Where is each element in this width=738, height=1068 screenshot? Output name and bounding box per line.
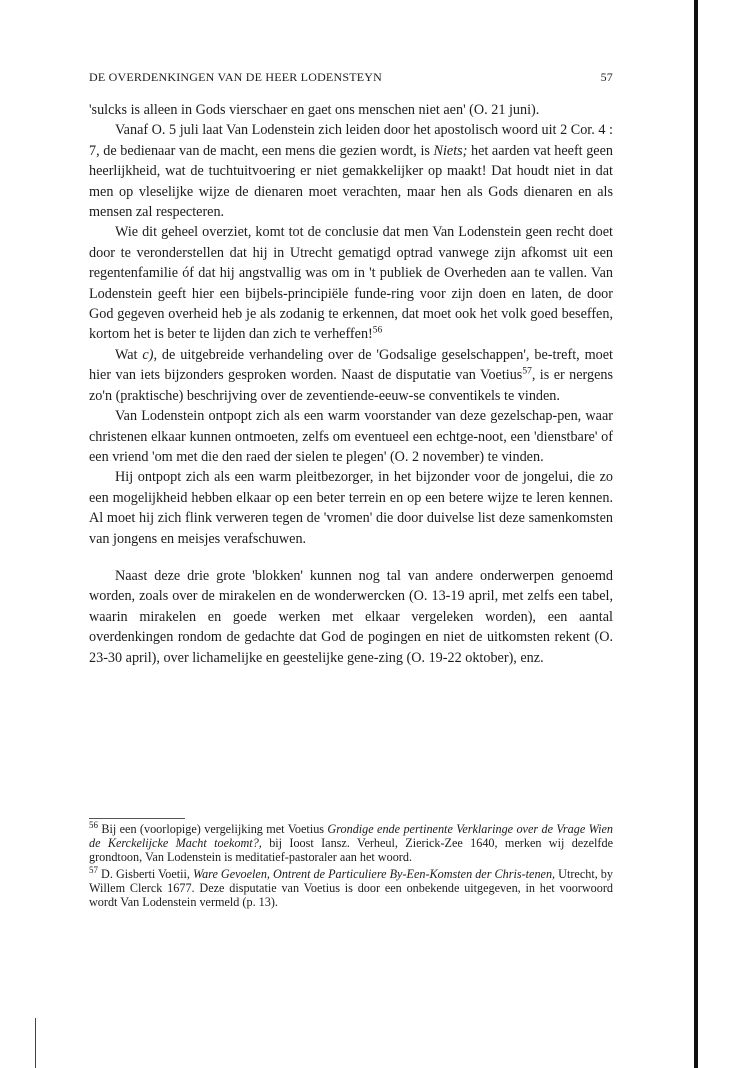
paragraph-6: Hij ontpopt zich als een warm pleitbezorger, in het bijzonder voor de jongelui, die zo een mogelijkheid hebben elkaar op een beter terrein en op een betere wijze te leren kennen. Al moet hij zich flink verweren tegen de 'vromen' die door duivelse list deze samenkomsten van jongens en meisjes verafschuwen.	[89, 469, 613, 547]
paragraph-2	[89, 120, 613, 222]
footnote-ref-56: 56	[372, 325, 383, 336]
footnote-57-text-a: D. Gisberti Voetii,	[98, 866, 194, 881]
paragraph-3-text: Wie dit geheel overziet, komt tot de conclusie dat men Van Lodenstein geen recht doet door te veronderstellen dat hij in Utrecht gematigd optrad vanwege zijn afkomst uit een regentenfamilie óf dat hij angstvallig was om in 't publiek de Overheden aan te vallen. Van Lodenstein geeft hier een bijbels-principiële funde-ring voor zijn doen en laten, de door God gegeven overheid heb je als zodanig te erkennen, dat moet ook het volk goed beseffen, kortom het is beter te lijden dan zich te verheffen!	[89, 224, 613, 343]
footnote-ref-57: 57	[522, 366, 532, 377]
paragraph-4	[89, 345, 613, 406]
footnote-56-text-b: bij Ioost Iansz. Verheul, Zierick-Zee 1640, merken wij dezelfde grondtoon, Van Lodenstein is meditatief-pastoraler aan het woord.	[89, 836, 613, 865]
running-header	[89, 70, 613, 85]
footnote-57-text-b: Utrecht, by Willem Clerck 1677. Deze disputatie van Voetius is door een onbekende uitgegeven, in het voorwoord wordt Van Lodenstein vermeld (p. 13).	[89, 866, 613, 910]
body-text	[89, 100, 613, 668]
footnote-56	[89, 819, 613, 865]
page-edge-right	[694, 0, 698, 1068]
paragraph-1: 'sulcks is alleen in Gods vierschaer en gaet ons menschen niet aen' (O. 21 juni).	[89, 102, 540, 118]
paragraph-7: Naast deze drie grote 'blokken' kunnen nog tal van andere onderwerpen genoemd worden, zoals over de mirakelen en de wonderwercken (O. 13-19 april, met zelfs een tabel, waarin mirakelen en goede werken met elkaar vergeleken worden), een aantal overdenkingen rondom de gedachte dat God de pogingen en niet de uitkomsten rekent (O. 23-30 april), over lichamelijke en geestelijke gene-zing (O. 19-22 oktober), enz.	[89, 567, 613, 666]
page-edge-left	[35, 1018, 36, 1068]
footnote-56-number: 56	[89, 819, 98, 830]
paragraph-3	[89, 222, 613, 344]
running-title: DE OVERDENKINGEN VAN DE HEER LODENSTEYN	[89, 70, 382, 84]
paragraph-4-text-c: , is er nergens zo'n (praktische) beschrijving over de zeventiende-eeuw-se conventikels te vinden.	[89, 367, 613, 404]
footnote-56-italic: Grondige ende pertinente Verklaringe over de Vrage Wien de Kerckelijcke Macht toekomt?,	[89, 822, 613, 851]
page-number: 57	[600, 70, 613, 84]
footnote-divider	[89, 818, 185, 819]
paragraph-5: Van Lodenstein ontpopt zich als een warm voorstander van deze gezelschap-pen, waar christenen elkaar kunnen ontmoeten, zelfs om eventueel een echtge-noot, een 'dienstbare' of een vriend 'om met die den raed der sielen te plegen' (O. 2 november) te vinden.	[89, 408, 613, 465]
footnote-57	[89, 864, 613, 910]
paragraph-2-text-a: Vanaf O. 5 juli laat Van Lodenstein zich leiden door het apostolisch woord uit 2 Cor. 4 : 7, de bedienaar van de macht, een mens die gezien wordt, is	[89, 122, 613, 159]
paragraph-4-italic: c),	[142, 346, 157, 363]
footnote-57-number: 57	[89, 864, 98, 875]
footnote-57-italic: Ware Gevoelen, Ontrent de Particuliere By-Een-Komsten der Chris-tenen,	[193, 866, 556, 881]
paragraph-4-text-b: de uitgebreide verhandeling over de 'Godsalige geselschappen', be-treft, moet hier van iets bijzonders gesproken worden. Naast de disputatie van Voetius	[89, 346, 613, 384]
paragraph-2-text-b: het aarden vat heeft geen heerlijkheid, wat de tuchtuitvoering er niet gemakkelijker op maakt! Dat houdt niet in dat men op vleselijke wijze de dienaren moet verachten, maar hen als Gods dienaren en als mensen zal respecteren.	[89, 142, 613, 221]
paragraph-4-text-a: Wat	[115, 346, 143, 363]
footnotes	[89, 819, 613, 911]
footnote-56-text-a: Bij een (voorlopige) vergelijking met Voetius	[98, 822, 328, 836]
paragraph-2-italic: Niets;	[433, 142, 468, 159]
